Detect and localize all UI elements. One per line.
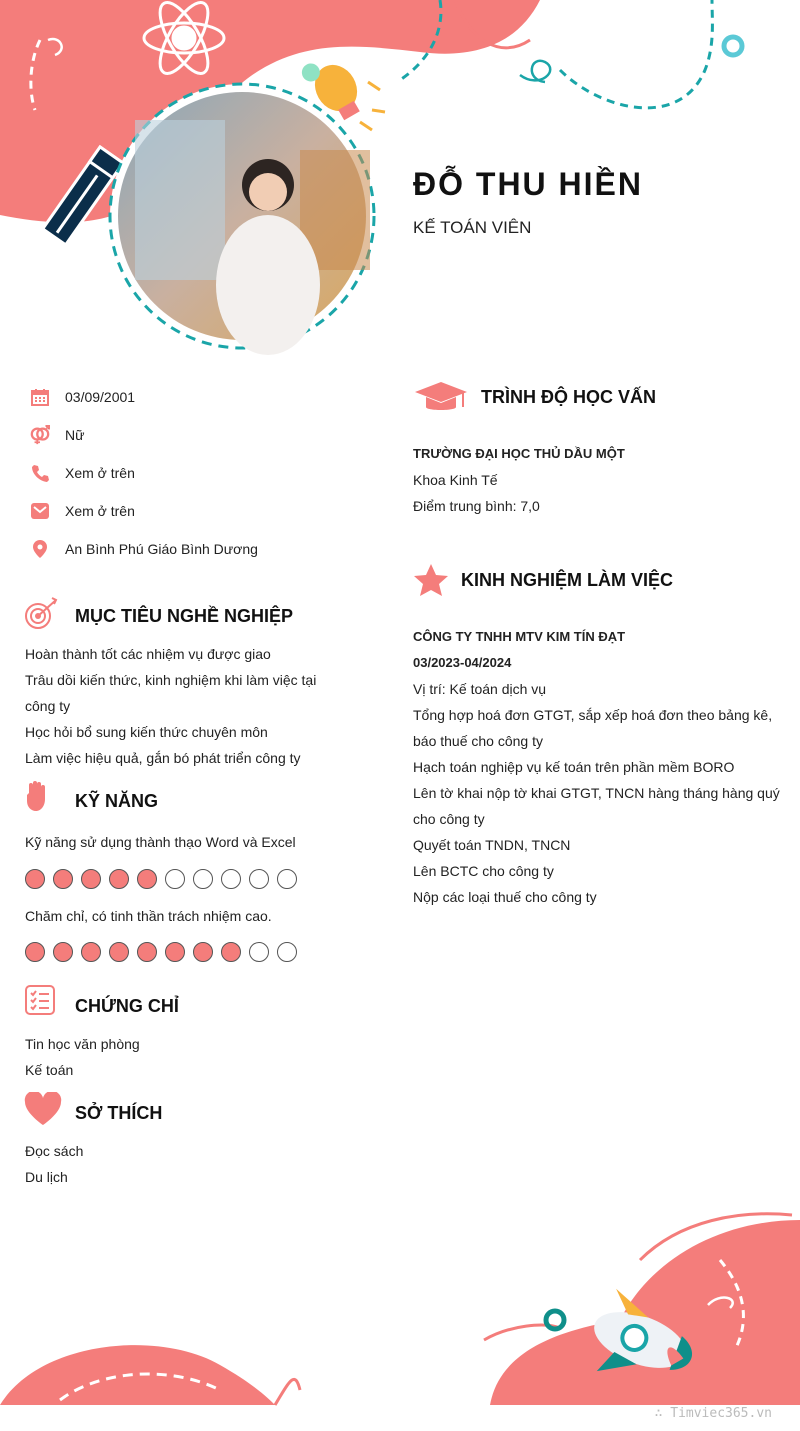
objective-title: MỤC TIÊU NGHỀ NGHIỆP: [75, 606, 294, 626]
experience-line: báo thuế cho công ty: [413, 733, 543, 749]
rating-dot-empty: [277, 942, 297, 962]
contact-phone: [30, 461, 135, 485]
gender-text: Nữ: [65, 427, 85, 443]
contact-address: [30, 537, 258, 561]
birthdate-text: 03/09/2001: [65, 389, 136, 405]
rating-dot-filled: [221, 942, 241, 962]
contact-birthdate: [30, 385, 135, 409]
calendar-icon: [30, 387, 50, 407]
rating-dot-empty: [249, 942, 269, 962]
footer-decoration: [0, 1200, 800, 1431]
hobbies-list: [25, 1138, 83, 1190]
certificates-title: CHỨNG CHỈ: [75, 996, 179, 1016]
skills-title: KỸ NĂNG: [75, 791, 159, 811]
experience-line: cho công ty: [413, 811, 485, 827]
hobbies-title: SỞ THÍCH: [75, 1103, 163, 1123]
education-details: [413, 441, 625, 519]
objective-line: Trâu dồi kiến thức, kinh nghiệm khi làm việc tại: [25, 672, 317, 688]
certificate-item: Kế toán: [25, 1062, 74, 1078]
objective-list: [25, 641, 365, 771]
contact-email: [30, 499, 135, 523]
hand-icon: [25, 781, 49, 813]
certificate-item: Tin học văn phòng: [25, 1036, 140, 1052]
graduation-cap-icon: [413, 380, 469, 416]
experience-line: Quyết toán TNDN, TNCN: [413, 837, 571, 853]
rating-dot-filled: [109, 942, 129, 962]
objective-line: Làm việc hiệu quả, gắn bó phát triển công ty: [25, 750, 301, 766]
rating-dot-filled: [165, 942, 185, 962]
experience-line: Lên tờ khai nộp tờ khai GTGT, TNCN hàng tháng hàng quý: [413, 785, 780, 801]
rating-dot-filled: [109, 869, 129, 889]
experience-line: Lên BCTC cho công ty: [413, 863, 554, 879]
address-text: An Bình Phú Giáo Bình Dương: [65, 541, 258, 557]
rating-dot-empty: [221, 869, 241, 889]
experience-line: Vị trí: Kế toán dịch vụ: [413, 681, 547, 697]
certificates-list: [25, 1031, 140, 1083]
rating-dot-filled: [193, 942, 213, 962]
objective-line: công ty: [25, 698, 71, 714]
rating-dot-filled: [137, 869, 157, 889]
rating-dot-empty: [193, 869, 213, 889]
header-decoration: [0, 0, 800, 360]
gpa-text: Điểm trung bình: 7,0: [413, 498, 540, 514]
skill-rating: [25, 942, 297, 962]
experience-title: KINH NGHIỆM LÀM VIỆC: [461, 570, 674, 590]
hobby-item: Du lịch: [25, 1169, 68, 1185]
email-text: Xem ở trên: [65, 503, 135, 519]
location-pin-icon: [30, 539, 50, 559]
skill-label: Kỹ năng sử dụng thành thạo Word và Excel: [25, 834, 296, 850]
target-icon: [24, 596, 60, 632]
experience-line: Nộp các loại thuế cho công ty: [413, 889, 597, 905]
rating-dot-empty: [277, 869, 297, 889]
education-title: TRÌNH ĐỘ HỌC VẤN: [481, 387, 656, 407]
heart-icon: [24, 1092, 62, 1126]
contact-gender: [30, 423, 84, 447]
objective-line: Hoàn thành tốt các nhiệm vụ được giao: [25, 646, 271, 662]
rating-dot-filled: [53, 869, 73, 889]
rating-dot-empty: [249, 869, 269, 889]
school-name: TRƯỜNG ĐẠI HỌC THỦ DẦU MỘT: [413, 446, 625, 461]
rating-dot-filled: [53, 942, 73, 962]
gender-icon: [30, 425, 50, 445]
skill-rating: [25, 869, 297, 889]
phone-icon: [30, 463, 50, 483]
skill-label: Chăm chỉ, có tinh thần trách nhiệm cao.: [25, 908, 272, 924]
rating-dot-filled: [81, 869, 101, 889]
objective-line: Học hỏi bổ sung kiến thức chuyên môn: [25, 724, 268, 740]
work-period: 03/2023-04/2024: [413, 655, 512, 670]
experience-line: Hạch toán nghiệp vụ kế toán trên phần mềm BORO: [413, 759, 735, 775]
candidate-name: ĐỖ THU HIỀN: [413, 166, 643, 202]
rating-dot-filled: [137, 942, 157, 962]
hobby-item: Đọc sách: [25, 1143, 84, 1159]
experience-line: Tổng hợp hoá đơn GTGT, sắp xếp hoá đơn theo bảng kê,: [413, 707, 773, 723]
job-title: KẾ TOÁN VIÊN: [413, 218, 532, 237]
faculty-text: Khoa Kinh Tế: [413, 472, 498, 488]
experience-details: [413, 624, 783, 910]
email-icon: [30, 501, 50, 521]
rating-dot-filled: [81, 942, 101, 962]
rating-dot-filled: [25, 869, 45, 889]
company-name: CÔNG TY TNHH MTV KIM TÍN ĐẠT: [413, 629, 626, 644]
phone-text: Xem ở trên: [65, 465, 135, 481]
star-icon: [413, 563, 449, 599]
watermark: ∴ Timviec365.vn: [654, 1406, 772, 1421]
checklist-icon: [24, 984, 56, 1016]
rating-dot-filled: [25, 942, 45, 962]
rating-dot-empty: [165, 869, 185, 889]
